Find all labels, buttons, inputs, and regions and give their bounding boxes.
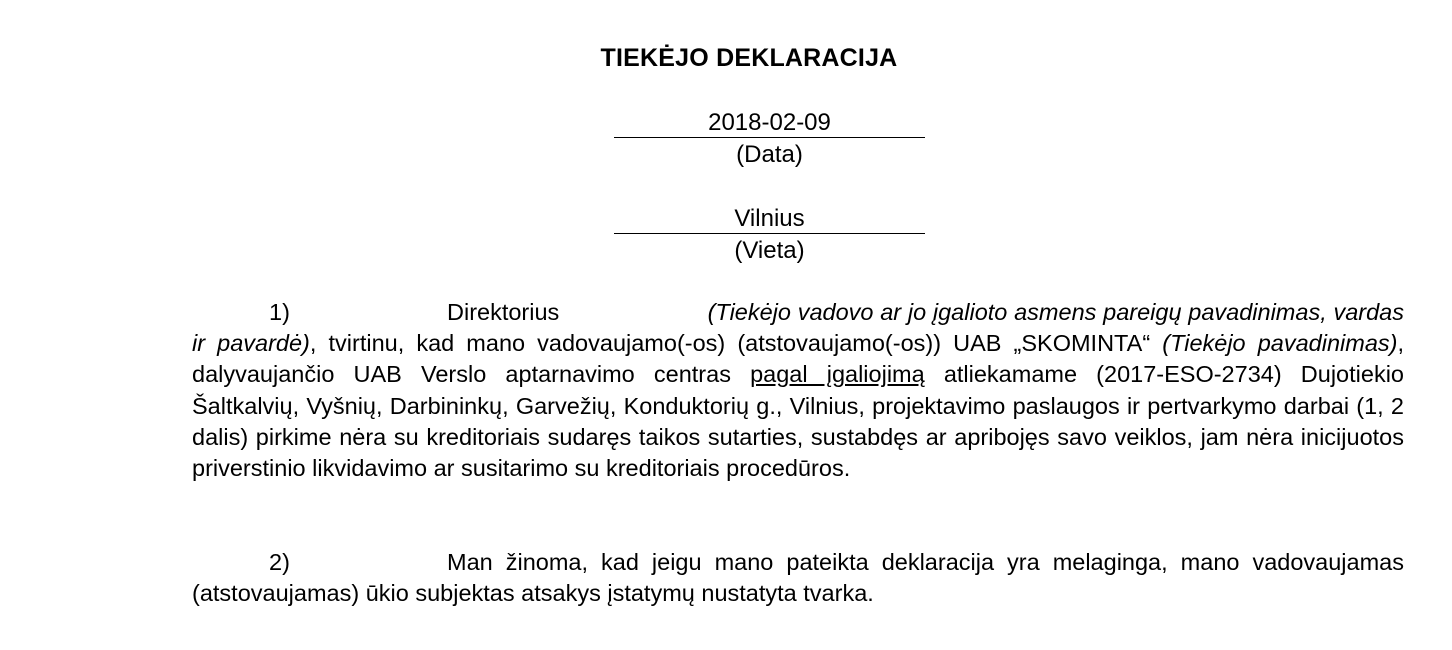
paragraph-number-2: 2) [269, 549, 290, 575]
manager-hint: (Tiekėjo vadovo ar jo įgalioto asmens pareigų pavadinimas, vardas ir pavardė) [192, 299, 1404, 357]
date-value: 2018-02-09 [614, 108, 925, 138]
position-text: Direktorius [447, 299, 560, 325]
paragraph-text-b: , dalyvaujančio UAB Verslo aptarnavimo centras [192, 330, 1404, 388]
place-value: Vilnius [614, 204, 925, 234]
document-title: TIEKĖJO DEKLARACIJA [600, 44, 898, 72]
paragraph-2-text: Man žinoma, kad jeigu mano pateikta deklaracija yra melaginga, mano vadovaujamas (atstovaujamas) ūkio subjektas atsakys įstatymų nustatyta tvarka. [192, 549, 1404, 607]
date-field [614, 108, 925, 171]
underlined-text: pagal įgaliojimą [750, 361, 925, 388]
paragraph-text-a: , tvirtinu, kad mano vadovaujamo(-os) (atstovaujamo(-os)) UAB „SKOMINTA“ [309, 330, 1163, 357]
declaration-paragraph-1 [192, 297, 1404, 484]
declaration-paragraph-2 [192, 547, 1404, 609]
place-field [614, 204, 925, 267]
supplier-hint: (Tiekėjo pavadinimas) [1162, 330, 1398, 357]
blank-gap [559, 299, 707, 325]
place-caption: (Vieta) [734, 237, 805, 264]
paragraph-number-1: 1) [269, 299, 290, 325]
paragraph-text-c: atliekamame (2017-ESO-2734) Dujotiekio Šaltkalvių, Vyšnių, Darbininkų, Garvežių, Konduktorių g., Vilnius, projektavimo paslaugos ir pertvarkymo darbai (1, 2 dalis) pirkime nėra su kreditoriais sudaręs taikos sutarties, sustabdęs ar apribojęs savo veiklos, jam nėra inicijuotos priverstinio likvidavimo ar susitarimo su kreditoriais procedūros. [192, 361, 1404, 482]
date-caption: (Data) [736, 141, 803, 168]
